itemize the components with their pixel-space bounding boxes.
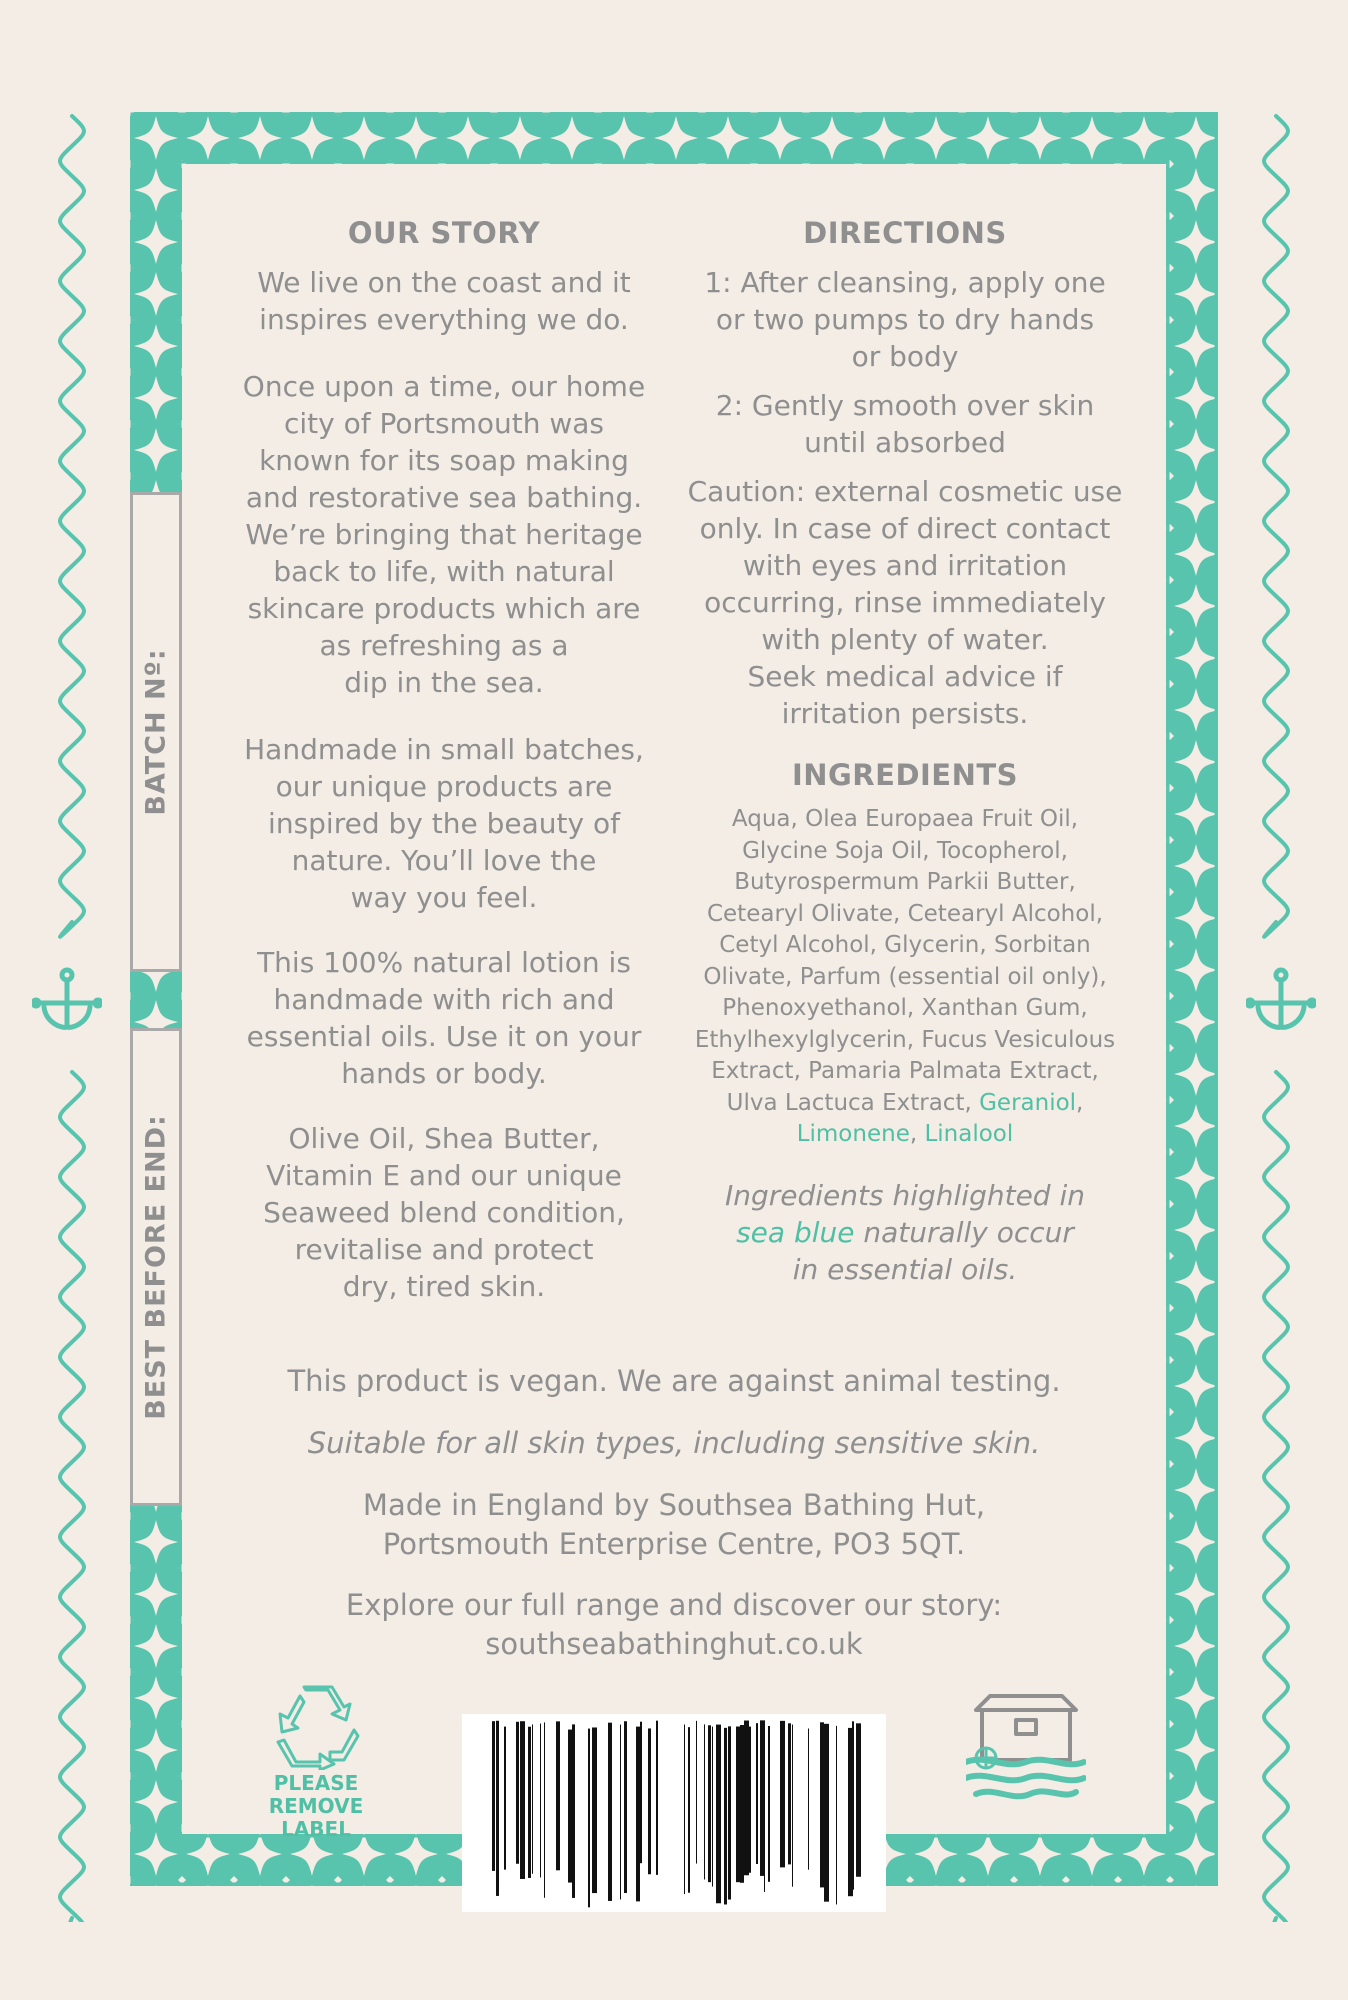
batch-number-box <box>130 492 182 972</box>
recycle-label <box>230 1772 402 1841</box>
barcode-bar <box>764 1722 765 1892</box>
barcode-bar <box>792 1725 793 1887</box>
directions-section <box>680 216 1130 1288</box>
made-in-line: Portsmouth Enterprise Centre, PO3 5QT. <box>382 1527 966 1561</box>
note-line: in essential oils. <box>792 1252 1018 1286</box>
barcode-bar <box>824 1724 829 1902</box>
barcode-bar <box>520 1721 525 1879</box>
anchor-icon <box>1246 965 1316 1035</box>
barcode-bar <box>808 1729 809 1870</box>
barcode-bar <box>636 1727 640 1902</box>
barcode-bar <box>620 1725 621 1900</box>
barcode-bar <box>724 1728 727 1905</box>
barcode-bar <box>492 1721 495 1871</box>
direction-step: 2: Gently smooth over skin until absorbed <box>715 389 1095 459</box>
barcode-bar <box>704 1724 705 1879</box>
explore-text: Explore our full range and discover our story: <box>345 1588 1003 1622</box>
ingredient-separator: , <box>1076 1089 1084 1116</box>
barcode-bar <box>768 1726 770 1882</box>
story-paragraph: Once upon a time, our home city of Portsmouth was known for its soap making and restorative sea bathing. We’re bringing that heritage back to life, with natural skincare products which are as refreshing as a dip in the sea. <box>242 370 646 699</box>
best-before-box <box>130 1028 182 1506</box>
barcode-bar <box>540 1724 541 1878</box>
note-text: naturally occur <box>854 1215 1074 1249</box>
barcode-bar <box>712 1727 713 1887</box>
barcode-bar <box>684 1725 685 1895</box>
ingredients-heading: INGREDIENTS <box>791 758 1019 792</box>
barcode-bar <box>572 1724 575 1898</box>
story-paragraph: Handmade in small batches, our unique products are inspired by the beauty of nature. You’ll love the way you feel. <box>244 733 644 914</box>
our-story-section <box>232 216 656 1305</box>
barcode-bar <box>688 1727 690 1893</box>
barcode-bar <box>748 1727 751 1873</box>
recycle-label-line: PLEASE REMOVE <box>268 1771 364 1818</box>
made-in-line: Made in England by Southsea Bathing Hut, <box>362 1488 986 1522</box>
barcode-bar <box>756 1723 758 1864</box>
caution-text: Caution: external cosmetic use only. In case of direct contact with eyes and irritation occurring, rinse immediately with plenty of water. Seek medical advice if irritation persists. <box>687 475 1123 730</box>
barcode-bar <box>716 1725 721 1904</box>
anchor-icon <box>32 965 102 1035</box>
note-line: Ingredients highlighted in <box>724 1178 1086 1212</box>
barcode-bar <box>708 1725 711 1882</box>
barcode-bar <box>544 1722 545 1897</box>
barcode-bar <box>504 1727 506 1870</box>
barcode-bar <box>780 1721 785 1868</box>
barcode-bar <box>856 1723 861 1876</box>
website-link[interactable]: southseabathinghut.co.uk <box>485 1627 863 1661</box>
bathing-hut-logo-icon <box>966 1692 1086 1812</box>
barcode-bar <box>656 1721 658 1875</box>
story-paragraph: We live on the coast and it inspires everything we do. <box>257 266 631 336</box>
barcode-bar <box>820 1722 824 1887</box>
barcode-bar <box>516 1722 519 1864</box>
barcode-bar <box>496 1721 499 1896</box>
barcode-bar <box>728 1726 731 1899</box>
highlighted-ingredient: Linalool <box>924 1121 1014 1147</box>
ingredients-text: Aqua, Olea Europaea Fruit Oil, Glycine Soja Oil, Tocopherol, Butyrospermum Parkii Butter, Cetearyl Olivate, Cetearyl Alcohol, Cetyl Alcohol, Glycerin, Sorbitan Olivate, Parfum (essential oil only), Phenoxyethanol, Xanthan Gum, Ethylhexylglycerin, Fucus Vesiculous Extract, Pamaria Palmata Extract, Ulva Lactuca Extract, <box>694 806 1116 1116</box>
story-paragraph: Olive Oil, Shea Butter, Vitamin E and our unique Seaweed blend condition, revitalise and protect dry, tired skin. <box>263 1122 625 1303</box>
barcode-bar <box>740 1725 744 1883</box>
barcode-bar <box>568 1730 572 1883</box>
best-before-label: BEST BEFORE END: <box>140 1114 172 1420</box>
vegan-statement: This product is vegan. We are against animal testing. <box>287 1364 1061 1398</box>
highlighted-ingredient: Geraniol <box>979 1089 1077 1116</box>
story-paragraph: This 100% natural lotion is handmade with rich and essential oils. Use it on your hands or body. <box>246 946 642 1090</box>
our-story-heading: OUR STORY <box>347 216 541 250</box>
barcode-bar <box>648 1728 651 1874</box>
ingredients-note <box>680 1177 1130 1288</box>
ingredient-separator: , <box>909 1121 925 1147</box>
recycle-icon <box>270 1684 364 1770</box>
skin-types-statement: Suitable for all skin types, including sensitive skin. <box>307 1426 1041 1460</box>
barcode-bar <box>624 1721 627 1893</box>
barcode-sticker <box>462 1714 886 1912</box>
barcode-bar <box>836 1726 837 1905</box>
barcode-bar <box>852 1721 854 1889</box>
highlighted-ingredient: Limonene <box>796 1121 910 1147</box>
directions-heading: DIRECTIONS <box>803 216 1007 250</box>
barcode-bar <box>556 1721 560 1870</box>
direction-step: 1: After cleansing, apply one or two pumps to dry hands or body <box>704 266 1106 373</box>
barcode-bar <box>608 1723 612 1901</box>
ingredients-list <box>680 804 1130 1151</box>
note-highlight: sea blue <box>736 1215 855 1249</box>
barcode-bar <box>640 1722 642 1863</box>
barcode-bar <box>696 1721 697 1864</box>
barcode-bar <box>788 1723 791 1864</box>
barcode-bar <box>588 1729 590 1908</box>
batch-number-label: BATCH Nº: <box>140 648 172 816</box>
note-line <box>680 1214 1130 1251</box>
barcode <box>462 1714 886 1912</box>
barcode-bar <box>592 1727 597 1893</box>
recycle-label-line: LABEL <box>281 1817 351 1841</box>
barcode-bar <box>528 1727 531 1878</box>
barcode-bar <box>532 1724 533 1873</box>
